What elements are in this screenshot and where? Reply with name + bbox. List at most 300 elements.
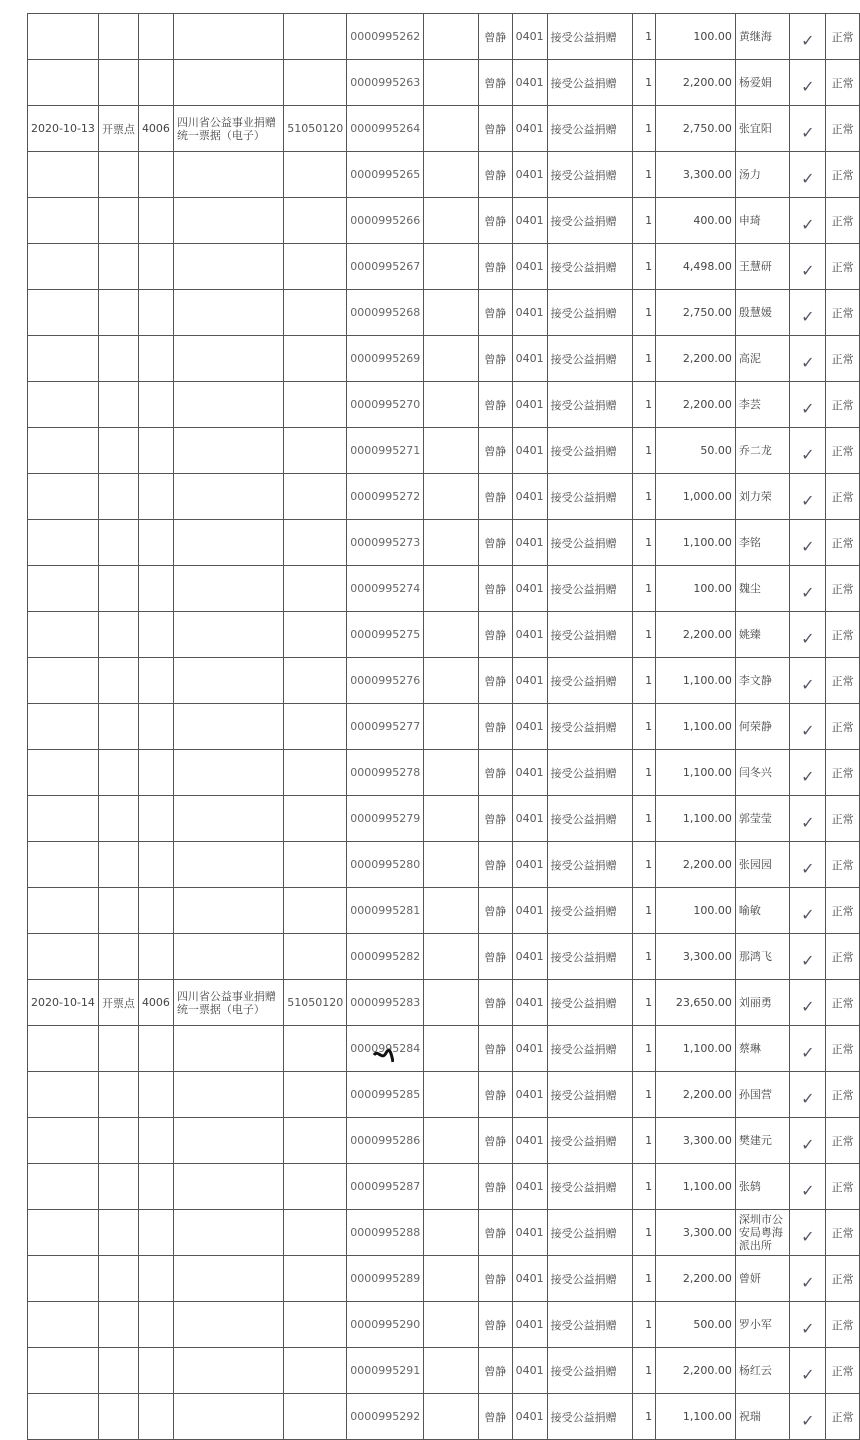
cell-donor: 深圳市公安局粤海派出所 <box>735 1210 789 1256</box>
cell-quantity: 1 <box>632 1256 655 1302</box>
check-mark-icon: ✓ <box>790 14 826 60</box>
check-mark-icon: ✓ <box>790 1118 826 1164</box>
cell-bill-number: 0000995269 <box>347 336 424 382</box>
cell-amount: 100.00 <box>656 14 736 60</box>
cell-code <box>138 1302 173 1348</box>
cell-empty <box>424 796 479 842</box>
cell-empty <box>424 888 479 934</box>
cell-donor: 闫冬兴 <box>735 750 789 796</box>
cell-quantity: 1 <box>632 1302 655 1348</box>
cell-item: 接受公益捐赠 <box>547 1348 632 1394</box>
cell-bill-number: 0000995277 <box>347 704 424 750</box>
cell-amount: 2,750.00 <box>656 106 736 152</box>
cell-kind <box>98 1026 138 1072</box>
cell-donor: 孙国营 <box>735 1072 789 1118</box>
cell-bill-number: 0000995281 <box>347 888 424 934</box>
cell-code <box>138 750 173 796</box>
cell-code <box>138 14 173 60</box>
cell-donor: 郭莹莹 <box>735 796 789 842</box>
cell-region-code <box>284 1026 347 1072</box>
cell-empty <box>424 1302 479 1348</box>
table-row <box>28 428 860 474</box>
cell-date <box>28 1118 99 1164</box>
cell-ticket-name <box>173 198 283 244</box>
cell-project-code: 0401 <box>512 520 547 566</box>
table-row <box>28 796 860 842</box>
check-mark-icon: ✓ <box>790 1348 826 1394</box>
cell-item: 接受公益捐赠 <box>547 704 632 750</box>
cell-region-code <box>284 290 347 336</box>
cell-date <box>28 750 99 796</box>
cell-item: 接受公益捐赠 <box>547 106 632 152</box>
cell-project-code: 0401 <box>512 290 547 336</box>
check-mark-icon: ✓ <box>790 980 826 1026</box>
cell-quantity: 1 <box>632 1026 655 1072</box>
check-mark-icon: ✓ <box>790 566 826 612</box>
check-mark-icon: ✓ <box>790 934 826 980</box>
cell-quantity: 1 <box>632 796 655 842</box>
cell-project-code: 0401 <box>512 152 547 198</box>
cell-region-code <box>284 60 347 106</box>
cell-donor: 王慧研 <box>735 244 789 290</box>
cell-operator: 曾静 <box>478 474 512 520</box>
ledger-sheet <box>27 13 860 1440</box>
cell-region-code <box>284 566 347 612</box>
cell-code <box>138 1118 173 1164</box>
cell-date <box>28 60 99 106</box>
cell-empty <box>424 842 479 888</box>
cell-kind <box>98 750 138 796</box>
cell-region-code <box>284 888 347 934</box>
check-mark-icon: ✓ <box>790 382 826 428</box>
cell-amount: 1,100.00 <box>656 1394 736 1440</box>
cell-project-code: 0401 <box>512 1072 547 1118</box>
cell-code <box>138 1394 173 1440</box>
cell-kind <box>98 1256 138 1302</box>
table-row <box>28 612 860 658</box>
cell-bill-number: 0000995291 <box>347 1348 424 1394</box>
cell-empty <box>424 290 479 336</box>
cell-kind <box>98 1348 138 1394</box>
check-mark-icon: ✓ <box>790 106 826 152</box>
check-mark-icon: ✓ <box>790 60 826 106</box>
cell-ticket-name <box>173 658 283 704</box>
cell-quantity: 1 <box>632 152 655 198</box>
table-row <box>28 60 860 106</box>
cell-status: 正常 <box>826 1072 860 1118</box>
cell-code <box>138 1164 173 1210</box>
cell-item: 接受公益捐赠 <box>547 612 632 658</box>
ledger-rows <box>28 14 860 1440</box>
cell-quantity: 1 <box>632 1394 655 1440</box>
cell-donor: 刘力荣 <box>735 474 789 520</box>
cell-bill-number: 0000995286 <box>347 1118 424 1164</box>
cell-ticket-name <box>173 1394 283 1440</box>
cell-operator: 曾静 <box>478 980 512 1026</box>
cell-amount: 23,650.00 <box>656 980 736 1026</box>
cell-ticket-name: 四川省公益事业捐赠统一票据（电子） <box>173 980 283 1026</box>
cell-amount: 2,200.00 <box>656 612 736 658</box>
check-mark-icon: ✓ <box>790 244 826 290</box>
cell-empty <box>424 612 479 658</box>
cell-status: 正常 <box>826 290 860 336</box>
check-mark-icon: ✓ <box>790 1394 826 1440</box>
cell-code <box>138 888 173 934</box>
check-mark-icon: ✓ <box>790 1072 826 1118</box>
cell-region-code <box>284 520 347 566</box>
cell-quantity: 1 <box>632 244 655 290</box>
cell-bill-number: 0000995283 <box>347 980 424 1026</box>
cell-kind: 开票点 <box>98 106 138 152</box>
cell-operator: 曾静 <box>478 934 512 980</box>
table-row <box>28 382 860 428</box>
cell-donor: 黄继海 <box>735 14 789 60</box>
cell-project-code: 0401 <box>512 1026 547 1072</box>
cell-region-code <box>284 1394 347 1440</box>
cell-project-code: 0401 <box>512 842 547 888</box>
cell-code <box>138 704 173 750</box>
cell-project-code: 0401 <box>512 336 547 382</box>
cell-quantity: 1 <box>632 934 655 980</box>
cell-code <box>138 1026 173 1072</box>
cell-empty <box>424 980 479 1026</box>
cell-quantity: 1 <box>632 750 655 796</box>
cell-status: 正常 <box>826 1394 860 1440</box>
cell-kind <box>98 612 138 658</box>
cell-ticket-name <box>173 1026 283 1072</box>
cell-status: 正常 <box>826 1256 860 1302</box>
cell-bill-number: 0000995270 <box>347 382 424 428</box>
cell-kind <box>98 1118 138 1164</box>
cell-ticket-name <box>173 750 283 796</box>
cell-donor: 汤力 <box>735 152 789 198</box>
cell-item: 接受公益捐赠 <box>547 1072 632 1118</box>
cell-project-code: 0401 <box>512 980 547 1026</box>
cell-operator: 曾静 <box>478 1118 512 1164</box>
cell-status: 正常 <box>826 1210 860 1256</box>
cell-project-code: 0401 <box>512 1210 547 1256</box>
cell-region-code <box>284 1210 347 1256</box>
cell-empty <box>424 106 479 152</box>
check-mark-icon: ✓ <box>790 704 826 750</box>
cell-kind <box>98 290 138 336</box>
cell-project-code: 0401 <box>512 244 547 290</box>
cell-code <box>138 658 173 704</box>
cell-empty <box>424 1348 479 1394</box>
cell-item: 接受公益捐赠 <box>547 520 632 566</box>
cell-code <box>138 60 173 106</box>
cell-date <box>28 1256 99 1302</box>
cell-operator: 曾静 <box>478 1348 512 1394</box>
cell-project-code: 0401 <box>512 796 547 842</box>
cell-ticket-name <box>173 14 283 60</box>
table-row <box>28 474 860 520</box>
cell-operator: 曾静 <box>478 1026 512 1072</box>
cell-date <box>28 382 99 428</box>
cell-status: 正常 <box>826 1026 860 1072</box>
cell-date <box>28 290 99 336</box>
cell-region-code <box>284 796 347 842</box>
cell-amount: 2,200.00 <box>656 60 736 106</box>
cell-kind <box>98 658 138 704</box>
cell-amount: 1,100.00 <box>656 658 736 704</box>
cell-donor: 乔二龙 <box>735 428 789 474</box>
cell-status: 正常 <box>826 244 860 290</box>
cell-kind <box>98 888 138 934</box>
cell-operator: 曾静 <box>478 1164 512 1210</box>
cell-item: 接受公益捐赠 <box>547 934 632 980</box>
cell-bill-number: 0000995263 <box>347 60 424 106</box>
cell-empty <box>424 934 479 980</box>
cell-date <box>28 842 99 888</box>
cell-project-code: 0401 <box>512 1164 547 1210</box>
cell-quantity: 1 <box>632 1210 655 1256</box>
cell-code <box>138 934 173 980</box>
cell-status: 正常 <box>826 60 860 106</box>
cell-bill-number: 0000995279 <box>347 796 424 842</box>
cell-amount: 2,200.00 <box>656 1256 736 1302</box>
cell-ticket-name <box>173 796 283 842</box>
cell-quantity: 1 <box>632 198 655 244</box>
table-row <box>28 842 860 888</box>
cell-empty <box>424 520 479 566</box>
cell-quantity: 1 <box>632 1072 655 1118</box>
cell-project-code: 0401 <box>512 1256 547 1302</box>
cell-date <box>28 520 99 566</box>
cell-project-code: 0401 <box>512 1348 547 1394</box>
cell-region-code: 51050120 <box>284 106 347 152</box>
cell-ticket-name <box>173 60 283 106</box>
table-row <box>28 1026 860 1072</box>
cell-status: 正常 <box>826 152 860 198</box>
cell-quantity: 1 <box>632 428 655 474</box>
cell-amount: 1,100.00 <box>656 796 736 842</box>
cell-region-code <box>284 704 347 750</box>
cell-date <box>28 1026 99 1072</box>
cell-donor: 喻敏 <box>735 888 789 934</box>
cell-ticket-name <box>173 1164 283 1210</box>
cell-empty <box>424 1026 479 1072</box>
cell-amount: 1,100.00 <box>656 1026 736 1072</box>
cell-bill-number: 0000995272 <box>347 474 424 520</box>
table-row <box>28 1302 860 1348</box>
cell-amount: 1,100.00 <box>656 750 736 796</box>
cell-item: 接受公益捐赠 <box>547 152 632 198</box>
cell-amount: 100.00 <box>656 566 736 612</box>
cell-item: 接受公益捐赠 <box>547 1210 632 1256</box>
cell-ticket-name <box>173 1302 283 1348</box>
cell-project-code: 0401 <box>512 382 547 428</box>
cell-ticket-name <box>173 244 283 290</box>
cell-donor: 李铭 <box>735 520 789 566</box>
cell-status: 正常 <box>826 336 860 382</box>
cell-quantity: 1 <box>632 520 655 566</box>
cell-project-code: 0401 <box>512 658 547 704</box>
cell-status: 正常 <box>826 198 860 244</box>
check-mark-icon: ✓ <box>790 888 826 934</box>
cell-operator: 曾静 <box>478 704 512 750</box>
table-row <box>28 980 860 1026</box>
cell-date <box>28 888 99 934</box>
cell-region-code <box>284 382 347 428</box>
cell-empty <box>424 152 479 198</box>
cell-status: 正常 <box>826 888 860 934</box>
cell-bill-number: 0000995276 <box>347 658 424 704</box>
cell-donor: 申琦 <box>735 198 789 244</box>
check-mark-icon: ✓ <box>790 612 826 658</box>
cell-item: 接受公益捐赠 <box>547 1164 632 1210</box>
cell-empty <box>424 1072 479 1118</box>
cell-operator: 曾静 <box>478 382 512 428</box>
cell-donor: 蔡琳 <box>735 1026 789 1072</box>
table-row <box>28 106 860 152</box>
cell-operator: 曾静 <box>478 290 512 336</box>
cell-project-code: 0401 <box>512 1118 547 1164</box>
cell-region-code <box>284 612 347 658</box>
cell-donor: 樊建元 <box>735 1118 789 1164</box>
cell-amount: 2,750.00 <box>656 290 736 336</box>
cell-bill-number: 0000995262 <box>347 14 424 60</box>
cell-item: 接受公益捐赠 <box>547 980 632 1026</box>
cell-empty <box>424 198 479 244</box>
cell-project-code: 0401 <box>512 428 547 474</box>
cell-status: 正常 <box>826 980 860 1026</box>
check-mark-icon: ✓ <box>790 796 826 842</box>
cell-code <box>138 336 173 382</box>
cell-operator: 曾静 <box>478 842 512 888</box>
table-row <box>28 704 860 750</box>
cell-region-code <box>284 244 347 290</box>
cell-project-code: 0401 <box>512 1394 547 1440</box>
cell-ticket-name <box>173 520 283 566</box>
cell-quantity: 1 <box>632 1118 655 1164</box>
cell-code <box>138 796 173 842</box>
cell-date <box>28 1348 99 1394</box>
cell-amount: 1,000.00 <box>656 474 736 520</box>
cell-date <box>28 428 99 474</box>
cell-bill-number: 0000995268 <box>347 290 424 336</box>
table-row <box>28 1118 860 1164</box>
cell-date <box>28 934 99 980</box>
cell-status: 正常 <box>826 1118 860 1164</box>
cell-operator: 曾静 <box>478 1256 512 1302</box>
cell-ticket-name <box>173 1118 283 1164</box>
check-mark-icon: ✓ <box>790 1164 826 1210</box>
cell-status: 正常 <box>826 750 860 796</box>
cell-kind <box>98 14 138 60</box>
cell-amount: 2,200.00 <box>656 336 736 382</box>
cell-project-code: 0401 <box>512 14 547 60</box>
cell-item: 接受公益捐赠 <box>547 1256 632 1302</box>
cell-bill-number: 0000995282 <box>347 934 424 980</box>
cell-bill-number: 0000995275 <box>347 612 424 658</box>
cell-empty <box>424 1164 479 1210</box>
cell-region-code <box>284 658 347 704</box>
cell-operator: 曾静 <box>478 336 512 382</box>
cell-amount: 50.00 <box>656 428 736 474</box>
cell-status: 正常 <box>826 934 860 980</box>
cell-kind <box>98 934 138 980</box>
cell-code <box>138 428 173 474</box>
cell-bill-number: 0000995266 <box>347 198 424 244</box>
cell-kind <box>98 244 138 290</box>
cell-amount: 2,200.00 <box>656 1072 736 1118</box>
cell-kind <box>98 474 138 520</box>
cell-date <box>28 612 99 658</box>
check-mark-icon: ✓ <box>790 152 826 198</box>
cell-date <box>28 1072 99 1118</box>
cell-status: 正常 <box>826 842 860 888</box>
cell-item: 接受公益捐赠 <box>547 428 632 474</box>
cell-code <box>138 1256 173 1302</box>
cell-region-code <box>284 1118 347 1164</box>
table-row <box>28 1210 860 1256</box>
cell-operator: 曾静 <box>478 658 512 704</box>
cell-item: 接受公益捐赠 <box>547 842 632 888</box>
cell-item: 接受公益捐赠 <box>547 1302 632 1348</box>
cell-status: 正常 <box>826 106 860 152</box>
table-row <box>28 520 860 566</box>
cell-amount: 100.00 <box>656 888 736 934</box>
cell-operator: 曾静 <box>478 1210 512 1256</box>
cell-ticket-name <box>173 612 283 658</box>
cell-region-code <box>284 842 347 888</box>
cell-date <box>28 1302 99 1348</box>
cell-status: 正常 <box>826 428 860 474</box>
cell-code <box>138 382 173 428</box>
cell-ticket-name <box>173 704 283 750</box>
cell-region-code: 51050120 <box>284 980 347 1026</box>
cell-item: 接受公益捐赠 <box>547 336 632 382</box>
cell-bill-number: 0000995292 <box>347 1394 424 1440</box>
cell-code <box>138 612 173 658</box>
cell-project-code: 0401 <box>512 612 547 658</box>
cell-operator: 曾静 <box>478 888 512 934</box>
cell-bill-number: 0000995287 <box>347 1164 424 1210</box>
cell-code <box>138 1072 173 1118</box>
cell-kind <box>98 1302 138 1348</box>
cell-item: 接受公益捐赠 <box>547 750 632 796</box>
cell-item: 接受公益捐赠 <box>547 382 632 428</box>
cell-donor: 张宜阳 <box>735 106 789 152</box>
cell-ticket-name <box>173 1210 283 1256</box>
table-row <box>28 290 860 336</box>
check-mark-icon: ✓ <box>790 1026 826 1072</box>
cell-status: 正常 <box>826 1302 860 1348</box>
cell-ticket-name: 四川省公益事业捐赠统一票据（电子） <box>173 106 283 152</box>
cell-operator: 曾静 <box>478 106 512 152</box>
cell-empty <box>424 1256 479 1302</box>
cell-quantity: 1 <box>632 336 655 382</box>
cell-ticket-name <box>173 428 283 474</box>
cell-quantity: 1 <box>632 1348 655 1394</box>
cell-quantity: 1 <box>632 14 655 60</box>
cell-bill-number: 0000995265 <box>347 152 424 198</box>
check-mark-icon: ✓ <box>790 1210 826 1256</box>
cell-status: 正常 <box>826 612 860 658</box>
cell-donor: 魏尘 <box>735 566 789 612</box>
cell-quantity: 1 <box>632 1164 655 1210</box>
cell-operator: 曾静 <box>478 796 512 842</box>
cell-quantity: 1 <box>632 842 655 888</box>
table-row <box>28 1348 860 1394</box>
cell-date <box>28 1164 99 1210</box>
cell-kind <box>98 704 138 750</box>
table-row <box>28 152 860 198</box>
cell-operator: 曾静 <box>478 14 512 60</box>
cell-region-code <box>284 14 347 60</box>
cell-code <box>138 520 173 566</box>
